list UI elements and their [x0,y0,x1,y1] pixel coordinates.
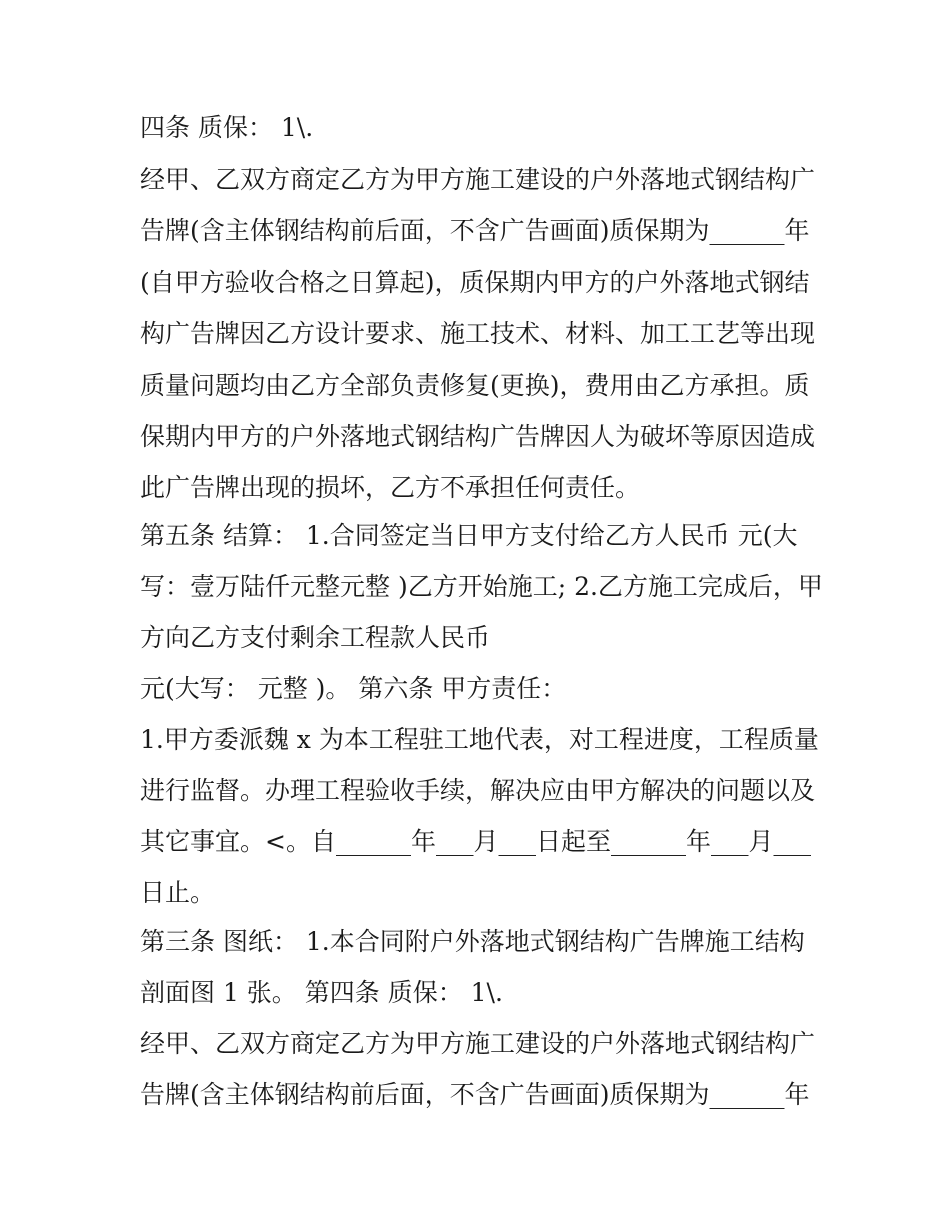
text-line: 1.甲方委派魏 x 为本工程驻工地代表，对工程进度，工程质量 [140,725,819,754]
text-line: 日止。 [140,878,216,907]
text-line: 保期内甲方的户外落地式钢结构广告牌因人为破坏等原因造成 [140,422,816,451]
text-line: (自甲方验收合格之日算起)，质保期内甲方的户外落地式钢结 [140,268,810,297]
text-line: 写：壹万陆仟元整元整 )乙方开始施工; 2.乙方施工完成后，甲 [140,572,823,601]
text-line: 质量问题均由乙方全部负责修复(更换)，费用由乙方承担。质 [140,371,810,400]
text-line: 构广告牌因乙方设计要求、施工技术、材料、加工工艺等出现 [140,319,816,348]
text-line: 第三条 图纸： 1.本合同附户外落地式钢结构广告牌施工结构 [140,927,805,956]
text-line: 告牌(含主体钢结构前后面，不含广告画面)质保期为______年 [140,216,810,245]
text-line: 元(大写： 元整 )。 第六条 甲方责任： [140,674,567,703]
text-line: 经甲、乙双方商定乙方为甲方施工建设的户外落地式钢结构广 [140,165,816,194]
text-line: 此广告牌出现的损坏，乙方不承担任何责任。 [140,473,641,502]
text-line: 其它事宜。<。自______年___月___日起至______年___月___ [140,827,811,856]
text-line: 告牌(含主体钢结构前后面，不含广告画面)质保期为______年 [140,1080,810,1109]
text-line: 进行监督。办理工程验收手续，解决应由甲方解决的问题以及 [140,776,816,805]
text-line: 方向乙方支付剩余工程款人民币 [140,623,491,652]
text-line: 剖面图 1 张。 第四条 质保： 1\. [140,978,503,1007]
text-line: 第五条 结算： 1.合同签定当日甲方支付给乙方人民币 元(大 [140,521,798,550]
text-line: 四条 质保： 1\. [140,113,314,142]
text-line: 经甲、乙双方商定乙方为甲方施工建设的户外落地式钢结构广 [140,1029,816,1058]
